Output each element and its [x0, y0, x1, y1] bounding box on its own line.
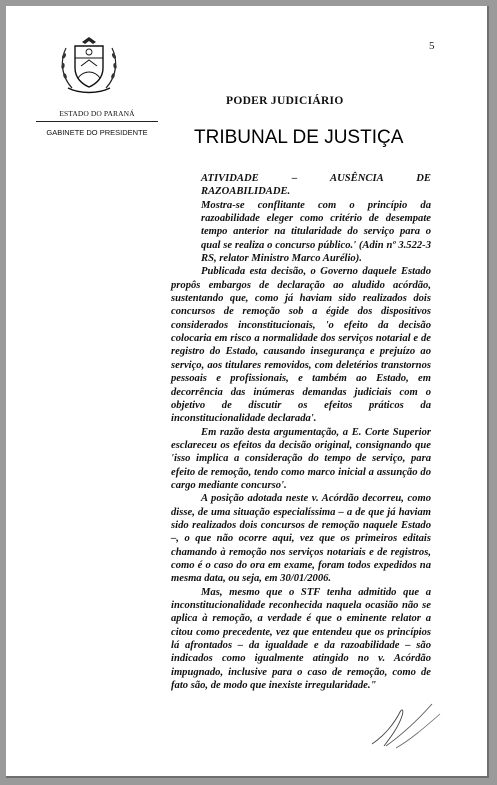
paragraph: Em razão desta argumentação, a E. Corte Superior esclareceu os efeitos da decisão original, consignando que 'isso implica a consideração do tempo de serviço, para efeito de remoção, tendo como marco inicial a assunção do cargo mediante concurso'. — [171, 426, 431, 491]
paragraph-heading: ATIVIDADE – AUSÊNCIA DE RAZOABILIDADE. — [201, 173, 431, 198]
office-name: GABINETE DO PRESIDENTE — [46, 128, 148, 137]
paragraph-quote: Mostra-se conflitante com o princípio da razoabilidade eleger como critério de desempate tempo anterior na titularidade do serviço para o qual se realiza o concurso público.' (Adin nº 3.522-3 RS, relator Ministro Marco Aurélio). — [201, 199, 431, 265]
coat-of-arms-icon — [58, 36, 120, 94]
document-page — [6, 6, 489, 778]
paragraph: A posição adotada neste v. Acórdão decorreu, como disse, de uma situação especialíssima – a de que já haviam sido realizados dois concursos de remoção naquele Estado –, o que não ocorre aqui, vez que os primeiros editais chamando à remoção nos serviços notariais e de registros, como é o caso do ora em exame, foram todos expedidos na mesma data, ou seja, em 30/01/2006. — [171, 493, 431, 585]
header-divider — [36, 121, 158, 122]
paragraph: Publicada esta decisão, o Governo daquele Estado propôs embargos de declaração ao aludido acórdão, sustentando que, como já haviam sido realizados dois concursos de remoção sob a égide dos dispositivos considerados inconstitucionais, 'o efeito da decisão colocaria em risco a normalidade dos serviços notarial e de registro do Estado, causando insegurança e prejuízo ao serviço, aos titulares removidos, com deletérios transtornos pessoais e profissionais, e também ao Estado, em decorrência das inúmeras demandas judiciais com o objetivo de discutir os efeitos práticos da inconstitucionalidade declarada'. — [171, 266, 431, 425]
paragraph: Mas, mesmo que o STF tenha admitido que a inconstitucionalidade reconhecida naquela ocasião não se aplica à remoção, a verdade é que o eminente relator a citou como precedente, vez que entendeu que os princípios lá afrontados – da igualdade e da razoabilidade – são indicados como igualmente atingido no v. Acórdão impugnado, inclusive para o caso de remoção, como de fato são, de modo que inexiste irregularidade." — [171, 586, 431, 692]
page-number: 5 — [429, 40, 435, 52]
judiciary-title: PODER JUDICIÁRIO — [226, 95, 344, 107]
signature-mark-icon — [366, 696, 446, 752]
court-title: TRIBUNAL DE JUSTIÇA — [194, 127, 404, 148]
state-name: ESTADO DO PARANÁ — [59, 109, 135, 118]
document-body — [171, 172, 431, 692]
